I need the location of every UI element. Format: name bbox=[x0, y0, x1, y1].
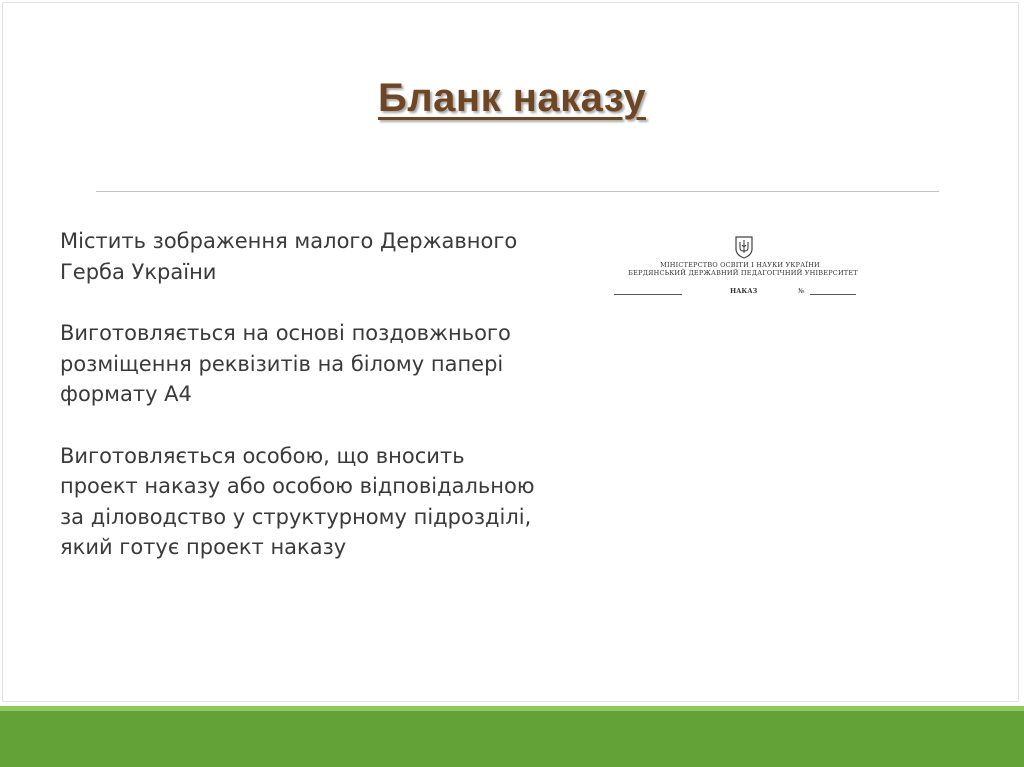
title-divider bbox=[96, 191, 939, 192]
trident-coat-of-arms-icon bbox=[734, 235, 754, 259]
body-text bbox=[60, 226, 540, 563]
number-sign: № bbox=[798, 287, 805, 295]
university-name: БЕРДЯНСЬКИЙ ДЕРЖАВНИЙ ПЕДАГОГІЧНИЙ УНІВЕРСИТЕТ bbox=[628, 269, 858, 277]
date-line bbox=[614, 294, 682, 295]
paragraph-layout: Виготовляється на основі поздовжнього розміщення реквізитів на білому папері формату А4 bbox=[60, 321, 511, 406]
footer-accent-highlight bbox=[0, 706, 1024, 711]
footer-accent-bar bbox=[0, 706, 1024, 767]
number-line bbox=[810, 294, 856, 295]
ministry-name: МІНІСТЕРСТВО ОСВІТИ І НАУКИ УКРАЇНИ bbox=[660, 261, 820, 269]
slide-title: Бланк наказу bbox=[378, 76, 646, 120]
paragraph-emblem: Містить зображення малого Державного Герба України bbox=[60, 229, 518, 284]
order-form-letterhead bbox=[612, 235, 868, 301]
order-header-row bbox=[612, 285, 868, 297]
order-word: НАКАЗ bbox=[730, 287, 758, 295]
paragraph-author: Виготовляється особою, що вносить проект наказу або особою відповідальною за діловодство у структурному підрозділі, який готує проект наказу bbox=[60, 443, 535, 559]
